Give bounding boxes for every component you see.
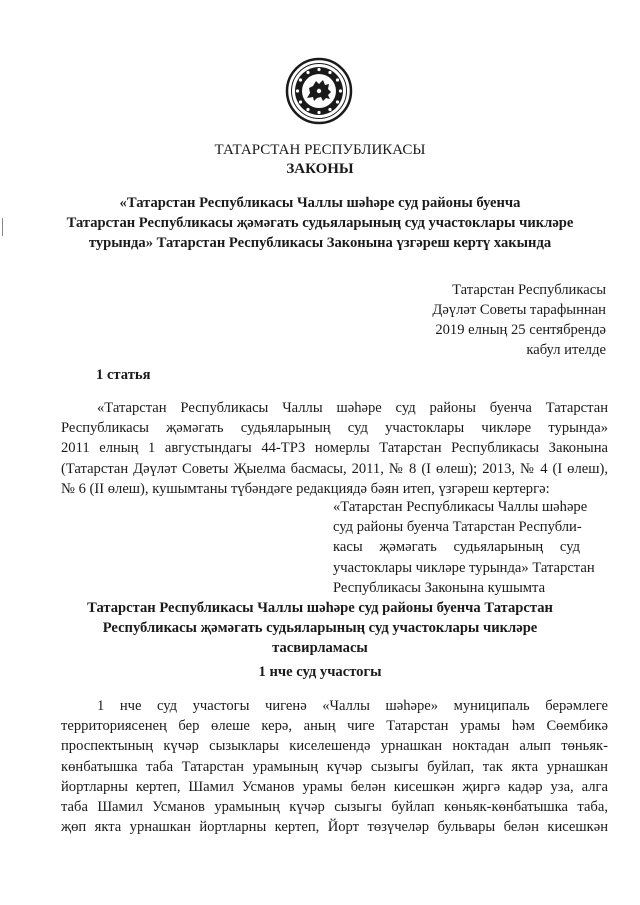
section-1-line-5: йортларны кертеп, Шамил Усманов урамы белән кисешкән җиргә кадәр уза, алга — [61, 778, 608, 795]
description-line-3: тасвирламасы — [272, 640, 368, 656]
article-1-line-2: Республикасы җәмәгать судьяларының суд участоклары чикләре турында» — [61, 420, 608, 437]
section-1-line-7: җөп якта урнашкан йортларны кертеп, Йорт төзүчеләр бульвары белән кисешкән — [61, 819, 608, 836]
article-1-line-5: № 6 (II өлеш), кушымтаны түбәндәге редакциядә бәян итеп, үзгәреш кертергә: — [61, 480, 550, 497]
appendix-line-1: «Татарстан Республикасы Чаллы шәһәре — [333, 499, 588, 515]
law-title-line-2: Татарстан Республикасы җәмәгать судьяларының суд участоклары чикләре — [66, 215, 574, 231]
article-1-heading: 1 статья — [96, 367, 151, 383]
appendix-line-3: касы җәмәгать судьяларының суд — [333, 539, 580, 556]
section-1-line-6: таба Шамил Усманов урамының күчәр сызыгы буйлап көньяк-көнбатышка таба, — [61, 798, 608, 815]
adoption-block — [346, 280, 606, 360]
appendix-line-2: суд районы буенча Татарстан Республи- — [333, 519, 582, 536]
header-law: ЗАКОНЫ — [286, 161, 354, 177]
section-1-line-1: 1 нче суд участогы чигенә «Чаллы шәһәре» муниципаль берәмлеге — [97, 698, 608, 714]
adoption-line-2: Дәүләт Советы тарафыннан — [432, 302, 606, 318]
article-1-line-1: «Татарстан Республикасы Чаллы шәһәре суд районы буенча Татарстан — [97, 400, 608, 416]
description-line-2: Республикасы җәмәгать судьяларының суд участоклары чикләре — [102, 620, 538, 636]
article-1-line-3: 2011 елның 1 августындагы 44-ТРЗ номерлы Татарстан Республикасы Законына — [61, 440, 608, 457]
appendix-line-4: участоклары чикләре турында» Татарстан — [333, 559, 595, 576]
header-republic: ТАТАРСТАН РЕСПУБЛИКАСЫ — [214, 142, 426, 158]
tatarstan-emblem-icon — [285, 57, 353, 125]
law-title-line-3: турында» Татарстан Республикасы Законына үзгәреш кертү хакында — [88, 235, 552, 251]
law-title-line-1: «Татарстан Республикасы Чаллы шәһәре суд районы буенча — [119, 195, 521, 211]
adoption-line-1: Татарстан Республикасы — [452, 282, 606, 298]
appendix-reference — [333, 497, 595, 598]
article-1-line-4: (Татарстан Дәүләт Советы Җыелма басмасы, 2011, № 8 (I өлеш); 2013, № 4 (I өлеш), — [61, 460, 608, 477]
section-1-line-4: көнбатышка таба Татарстан урамының күчәр сызыгы буйлап, так якта урнашкан — [61, 758, 608, 775]
description-line-1: Татарстан Республикасы Чаллы шәһәре суд районы буенча Татарстан — [87, 600, 553, 616]
section-1-line-3: проспектының күчәр сызыклары киселешендә урнашкан ноктадан алып төньяк- — [61, 738, 608, 755]
adoption-line-3: 2019 елның 25 сентябрендә — [435, 322, 606, 338]
section-1-heading: 1 нче суд участогы — [258, 664, 382, 680]
section-1-paragraph — [61, 696, 608, 837]
scan-margin-mark — [2, 218, 3, 236]
adoption-line-4: кабул ителде — [526, 342, 606, 358]
article-1-paragraph — [61, 398, 608, 499]
section-1-line-2: территориясенең бер өлеше керә, аның чиге Татарстан урамы һәм Сөембикә — [61, 718, 608, 735]
appendix-line-5: Республикасы Законына кушымта — [333, 579, 546, 596]
